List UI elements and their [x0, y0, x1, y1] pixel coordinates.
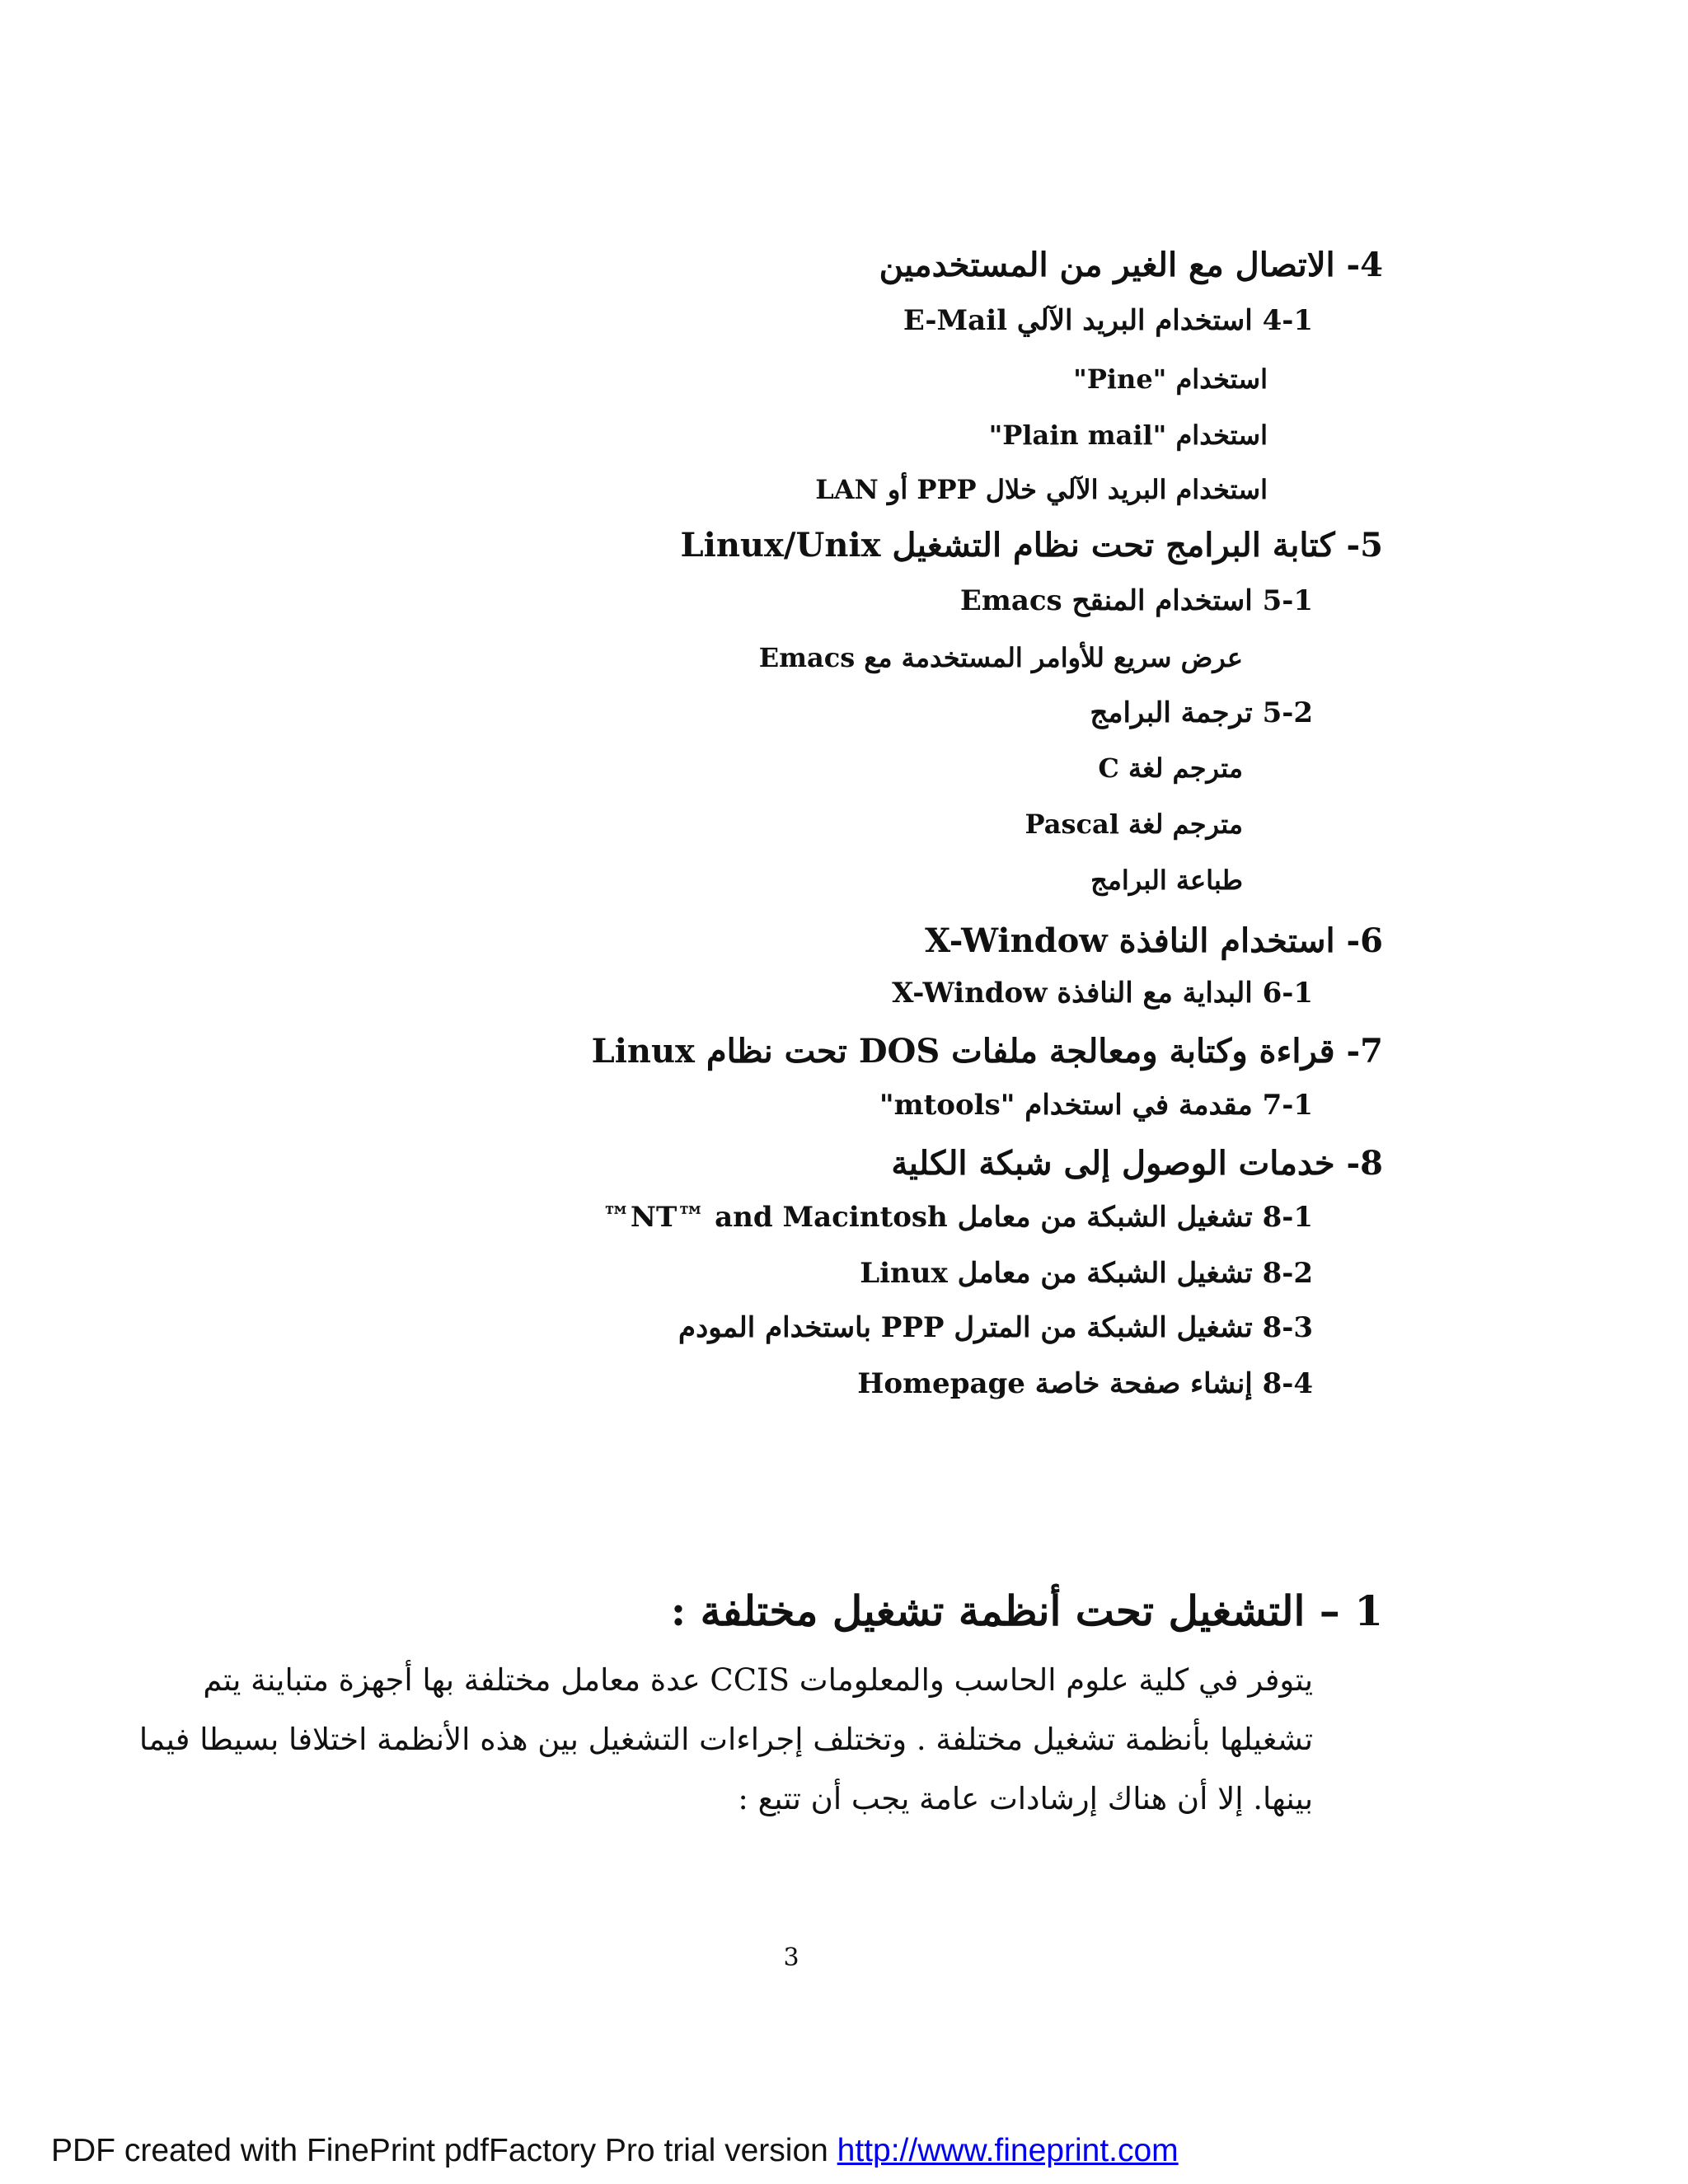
footer-text: PDF created with FinePrint pdfFactory Pro trial version — [51, 2133, 837, 2168]
toc-item: 8- خدمات الوصول إلى شبكة الكلية — [891, 1144, 1383, 1183]
toc-item: 7- قراءة وكتابة ومعالجة ملفات DOS تحت نظام Linux — [591, 1032, 1383, 1071]
toc-subitem: 4-1 استخدام البريد الآلي E-Mail — [903, 304, 1313, 337]
pdf-footer — [51, 2133, 1179, 2169]
toc-subitem: 6-1 البداية مع النافذة X-Window — [892, 977, 1313, 1010]
toc-entry: مترجم لغة Pascal — [1025, 808, 1243, 840]
paragraph-line: تشغيلها بأنظمة تشغيل مختلفة . وتختلف إجراءات التشغيل بين هذه الأنظمة اختلافا بسيطا فيما — [138, 1722, 1313, 1757]
toc-item: 5- كتابة البرامج تحت نظام التشغيل Linux/Unix — [680, 526, 1383, 565]
toc-entry: استخدام "Plain mail" — [988, 419, 1268, 451]
toc-subitem: 5-2 ترجمة البرامج — [1090, 696, 1313, 729]
toc-item: 4- الاتصال مع الغير من المستخدمين — [879, 246, 1383, 284]
paragraph-line: يتوفر في كلية علوم الحاسب والمعلومات CCIS عدة معامل مختلفة بها أجهزة متباينة يتم — [203, 1662, 1313, 1698]
toc-entry: مترجم لغة C — [1098, 752, 1243, 784]
toc-entry: طباعة البرامج — [1090, 865, 1243, 896]
page-number: 3 — [783, 1943, 799, 1972]
toc-entry: استخدام البريد الآلي خلال PPP أو LAN — [815, 474, 1268, 505]
toc-subitem: 8-1 تشغيل الشبكة من معامل NT™ and Macintosh™ — [602, 1201, 1313, 1234]
paragraph-line: بينها. إلا أن هناك إرشادات عامة يجب أن تتبع : — [738, 1781, 1313, 1816]
toc-entry: استخدام "Pine" — [1073, 363, 1268, 395]
section-heading: 1 – التشغيل تحت أنظمة تشغيل مختلفة : — [670, 1586, 1383, 1635]
toc-subitem: 5-1 استخدام المنقح Emacs — [959, 584, 1313, 617]
footer-link[interactable]: http://www.fineprint.com — [837, 2133, 1179, 2168]
toc-subitem: 8-4 إنشاء صفحة خاصة Homepage — [857, 1367, 1313, 1400]
toc-item: 6- استخدام النافذة X-Window — [925, 921, 1383, 960]
toc-subitem: 7-1 مقدمة في استخدام "mtools" — [879, 1089, 1313, 1122]
toc-subitem: 8-3 تشغيل الشبكة من المترل PPP باستخدام المودم — [678, 1311, 1313, 1344]
toc-entry: عرض سريع للأوامر المستخدمة مع Emacs — [758, 642, 1243, 673]
toc-subitem: 8-2 تشغيل الشبكة من معامل Linux — [860, 1257, 1313, 1290]
